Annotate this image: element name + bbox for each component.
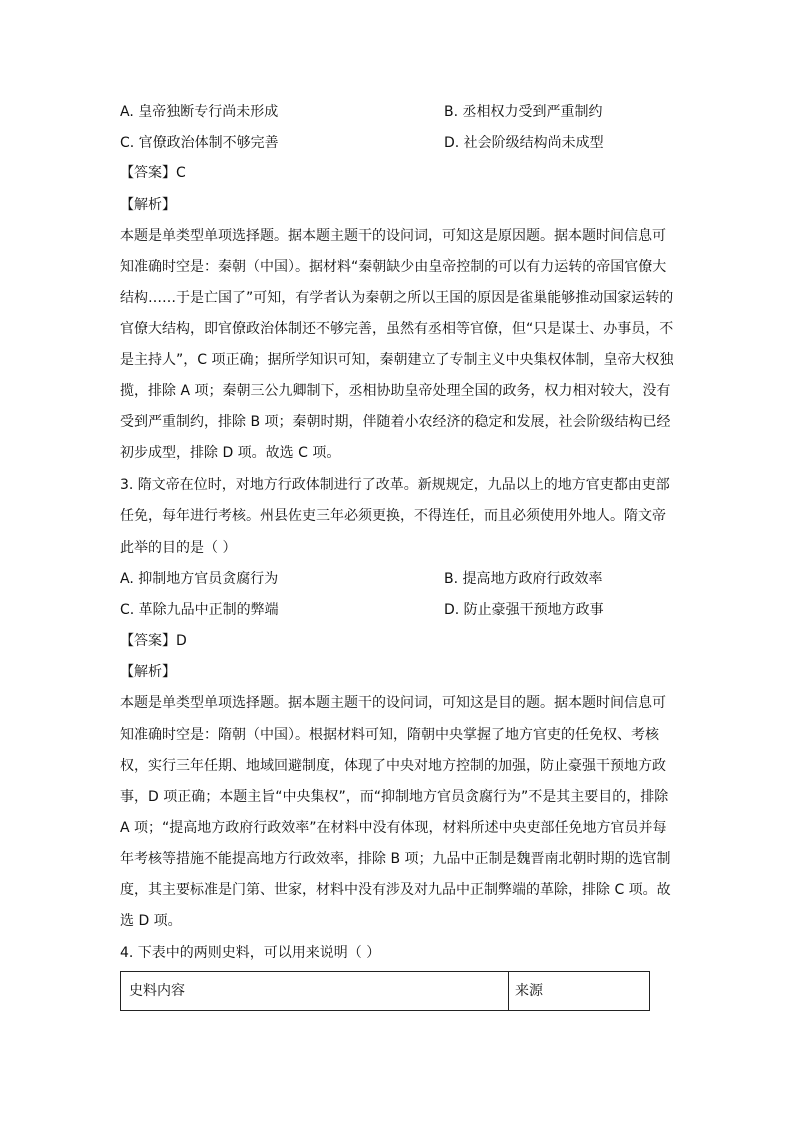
table-header-source: 来源 (515, 983, 543, 999)
q3-option-a[interactable]: A. 抑制地方官员贪腐行为 (120, 571, 279, 587)
q3-analysis-line: 年考核等措施不能提高地方行政效率，排除 B 项；九品中正制是魏晋南北朝时期的选官制 (120, 851, 671, 867)
q3-analysis-line: 度，其主要标准是门第、世家，材料中没有涉及对九品中正制弊端的革除，排除 C 项。故 (120, 882, 671, 898)
q3-analysis-title: 【解析】 (120, 664, 176, 680)
q3-analysis-line: 选 D 项。 (120, 913, 182, 929)
q3-option-c[interactable]: C. 革除九品中正制的弊端 (120, 602, 279, 618)
q2-analysis-line: 受到严重制约，排除 B 项；秦朝时期，伴随着小农经济的稳定和发展，社会阶级结构已经 (120, 414, 671, 430)
q2-analysis-line: 是主持人”，C 项正确；据所学知识可知，秦朝建立了专制主义中央集权体制，皇帝大权独 (120, 352, 674, 368)
q2-option-d[interactable]: D. 社会阶级结构尚未成型 (444, 135, 604, 151)
q4-stem: 4. 下表中的两则史料，可以用来说明（ ） (120, 945, 381, 961)
q3-stem-line: 此举的目的是（ ） (120, 540, 237, 556)
q3-answer: 【答案】D (120, 633, 187, 649)
q2-option-a[interactable]: A. 皇帝独断专行尚未形成 (120, 104, 279, 120)
q2-analysis-line: 本题是单类型单项选择题。据本题主题干的设问词，可知这是原因题。据本题时间信息可 (120, 228, 666, 244)
q2-analysis-line: 结构……于是亡国了”可知，有学者认为秦朝之所以王国的原因是雀巢能够推动国家运转的 (120, 290, 674, 306)
q3-option-b[interactable]: B. 提高地方政府行政效率 (444, 571, 603, 587)
table-column-divider (508, 972, 509, 1010)
q2-option-c[interactable]: C. 官僚政治体制不够完善 (120, 135, 279, 151)
q2-analysis-line: 知准确时空是：秦朝（中国）。据材料“秦朝缺少由皇帝控制的可以有力运转的帝国官僚大 (120, 259, 667, 275)
table-header-content: 史料内容 (129, 983, 185, 999)
q2-option-b[interactable]: B. 丞相权力受到严重制约 (444, 104, 603, 120)
q3-analysis-line: 知准确时空是：隋朝（中国）。根据材料可知，隋朝中央掌握了地方官吏的任免权、考核 (120, 727, 659, 743)
q2-analysis-title: 【解析】 (120, 197, 176, 213)
q3-option-d[interactable]: D. 防止豪强干预地方政事 (444, 602, 604, 618)
q3-analysis-line: 权，实行三年任期、地域回避制度，体现了中央对地方控制的加强，防止豪强干预地方政 (120, 758, 666, 774)
source-table (120, 971, 650, 1011)
q3-analysis-line: 本题是单类型单项选择题。据本题主题干的设问词，可知这是目的题。据本题时间信息可 (120, 695, 666, 711)
q2-analysis-line: 初步成型，排除 D 项。故选 C 项。 (120, 445, 341, 461)
q3-stem-line: 任免，每年进行考核。州县佐吏三年必须更换，不得连任，而且必须使用外地人。隋文帝 (120, 508, 666, 524)
q3-analysis-line: 事，D 项正确；本题主旨“中央集权”，而“抑制地方官员贪腐行为”不是其主要目的，排除 (120, 789, 669, 805)
q2-analysis-line: 官僚大结构，即官僚政治体制还不够完善，虽然有丞相等官僚，但“只是谋士、办事员，不 (120, 321, 674, 337)
q2-analysis-line: 揽，排除 A 项；秦朝三公九卿制下，丞相协助皇帝处理全国的政务，权力相对较大，没有 (120, 383, 671, 399)
q3-analysis-line: A 项；“提高地方政府行政效率”在材料中没有体现，材料所述中央吏部任免地方官员并每 (120, 820, 667, 836)
q3-stem-line: 3. 隋文帝在位时，对地方行政体制进行了改革。新规规定，九品以上的地方官吏都由吏部 (120, 477, 670, 493)
q2-answer: 【答案】C (120, 165, 186, 181)
